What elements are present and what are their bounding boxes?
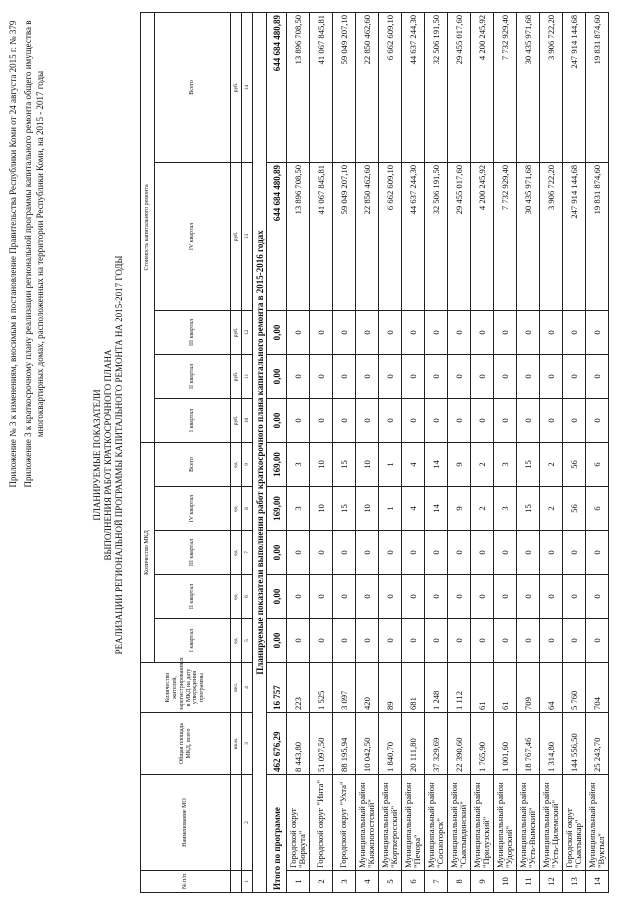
total-cell: 16 757	[267, 663, 287, 713]
row-cell: 1 765,90	[471, 713, 494, 775]
row-cell: 9	[448, 487, 471, 531]
row-cell: 14	[425, 487, 448, 531]
row-cell: 144 556,50	[563, 713, 586, 775]
header-mo: Наименование МО	[141, 775, 231, 871]
table-row	[287, 12, 310, 892]
row-cell: 6	[586, 442, 609, 486]
mo-name: Муниципальный район "Корткеросский"	[379, 775, 402, 871]
row-cell: 0	[494, 619, 517, 663]
row-cell: 0	[333, 398, 356, 442]
row-cell: 8 443,80	[287, 713, 310, 775]
row-number: 13	[563, 871, 586, 893]
total-cell: 0,00	[267, 354, 287, 398]
row-cell: 0	[287, 398, 310, 442]
unit-cell: руб.	[231, 398, 242, 442]
row-cell: 0	[287, 619, 310, 663]
row-cell: 20 111,80	[402, 713, 425, 775]
row-cell: 0	[310, 398, 333, 442]
row-cell: 0	[310, 310, 333, 354]
row-cell: 3	[287, 487, 310, 531]
row-cell: 1 525	[310, 663, 333, 713]
row-cell: 19 831 874,60	[586, 162, 609, 310]
row-cell: 0	[563, 354, 586, 398]
row-cell: 0	[586, 575, 609, 619]
total-cell: 0,00	[267, 531, 287, 575]
row-cell: 0	[586, 619, 609, 663]
row-cell: 29 455 017,60	[448, 162, 471, 310]
header-total: Всего	[155, 442, 231, 486]
unit-cell: ед.	[231, 487, 242, 531]
row-cell: 0	[425, 531, 448, 575]
row-cell: 0	[471, 398, 494, 442]
mo-name: Муниципальный район "Княжпогостский"	[356, 775, 379, 871]
row-cell: 59 049 207,10	[333, 12, 356, 162]
row-cell: 10	[356, 487, 379, 531]
column-number: 14	[242, 12, 253, 162]
row-cell: 0	[402, 354, 425, 398]
row-cell: 0	[310, 531, 333, 575]
row-cell: 22 390,60	[448, 713, 471, 775]
row-cell: 19 831 874,60	[586, 12, 609, 162]
mo-name: Городской округ "Воркута"	[287, 775, 310, 871]
row-cell: 0	[540, 575, 563, 619]
row-cell: 0	[471, 575, 494, 619]
row-number: 12	[540, 871, 563, 893]
row-cell: 0	[333, 575, 356, 619]
row-cell: 10	[310, 442, 333, 486]
row-cell: 0	[425, 310, 448, 354]
mo-name: Городской округ "Сыктывкар"	[563, 775, 586, 871]
row-cell: 0	[563, 575, 586, 619]
column-number: 3	[242, 713, 253, 775]
mo-name: Муниципальный район "Сыктывдинский"	[448, 775, 471, 871]
table-row	[563, 12, 586, 892]
row-cell: 22 850 462,60	[356, 162, 379, 310]
row-cell: 681	[402, 663, 425, 713]
header-area: Общая площадь МКД, всего	[141, 713, 231, 775]
column-number: 4	[242, 663, 253, 713]
column-numbers-row	[242, 12, 253, 892]
row-cell: 0	[356, 619, 379, 663]
row-cell: 0	[448, 310, 471, 354]
row-cell: 420	[356, 663, 379, 713]
column-number: 11	[242, 354, 253, 398]
title-line: ВЫПОЛНЕНИЯ РАБОТ КРАТКОСРОЧНОГО ПЛАНА	[102, 349, 113, 561]
header-total: Всего	[155, 12, 231, 162]
row-cell: 0	[379, 354, 402, 398]
table-row	[425, 12, 448, 892]
row-cell: 30 435 971,68	[517, 162, 540, 310]
row-cell: 29 455 017,60	[448, 12, 471, 162]
row-number: 8	[448, 871, 471, 893]
row-cell: 0	[333, 354, 356, 398]
row-cell: 0	[287, 354, 310, 398]
header-q3: III квартал	[155, 310, 231, 354]
row-cell: 0	[333, 619, 356, 663]
row-cell: 3 906 722,20	[540, 12, 563, 162]
row-number: 14	[586, 871, 609, 893]
row-cell: 0	[379, 531, 402, 575]
row-cell: 0	[540, 531, 563, 575]
row-cell: 0	[448, 619, 471, 663]
row-cell: 51 097,50	[310, 713, 333, 775]
row-cell: 0	[448, 531, 471, 575]
row-cell: 6 662 609,10	[379, 162, 402, 310]
mo-name: Муниципальный район "Вуктыл"	[586, 775, 609, 871]
row-cell: 0	[494, 531, 517, 575]
row-cell: 0	[425, 575, 448, 619]
indicators-table	[140, 12, 609, 893]
row-cell: 30 435 971,68	[517, 12, 540, 162]
mo-name: Муниципальный район "Усть-Вымский"	[517, 775, 540, 871]
row-cell: 0	[379, 310, 402, 354]
row-cell: 37 329,69	[425, 713, 448, 775]
row-number: 7	[425, 871, 448, 893]
row-cell: 4 200 245,92	[471, 162, 494, 310]
section-title: Планируемые показатели выполнения работ краткосрочного плана капитального ремонта в 2015-2016 годах	[253, 12, 267, 892]
row-cell: 4	[402, 442, 425, 486]
row-cell: 0	[379, 575, 402, 619]
row-cell: 0	[471, 310, 494, 354]
row-number: 11	[517, 871, 540, 893]
row-cell: 0	[356, 354, 379, 398]
row-cell: 0	[310, 619, 333, 663]
row-cell: 247 914 144,68	[563, 12, 586, 162]
row-cell: 13 896 708,50	[287, 12, 310, 162]
row-cell: 0	[517, 398, 540, 442]
row-cell: 15	[517, 442, 540, 486]
row-cell: 56	[563, 442, 586, 486]
header-q2: II квартал	[155, 354, 231, 398]
header-q4: IV квартал	[155, 162, 231, 310]
row-cell: 0	[586, 354, 609, 398]
mo-name: Муниципальный район "Прилузский"	[471, 775, 494, 871]
mo-name: Муниципальный район "Сосногорск"	[425, 775, 448, 871]
row-cell: 0	[287, 310, 310, 354]
mo-name: Городской округ "Ухта"	[333, 775, 356, 871]
row-cell: 0	[402, 575, 425, 619]
column-number: 2	[242, 775, 253, 871]
row-number: 4	[356, 871, 379, 893]
row-cell: 18 767,46	[517, 713, 540, 775]
row-cell: 59 049 207,10	[333, 162, 356, 310]
row-cell: 61	[494, 663, 517, 713]
column-number: 1	[242, 871, 253, 893]
row-cell: 0	[517, 310, 540, 354]
total-cell: 0,00	[267, 398, 287, 442]
row-cell: 15	[333, 442, 356, 486]
mo-name: Муниципальный район "Усть-Цилемский"	[540, 775, 563, 871]
row-cell: 0	[287, 531, 310, 575]
row-cell: 0	[333, 310, 356, 354]
title-line: ПЛАНИРУЕМЫЕ ПОКАЗАТЕЛИ	[92, 389, 102, 521]
row-cell: 0	[402, 619, 425, 663]
header-q1: I квартал	[155, 619, 231, 663]
document-title	[92, 235, 124, 675]
row-cell: 0	[287, 575, 310, 619]
header-row-group	[141, 12, 155, 892]
unit-cell: ед.	[231, 531, 242, 575]
row-cell: 0	[517, 531, 540, 575]
row-cell: 41 067 845,81	[310, 162, 333, 310]
row-cell: 1 314,80	[540, 713, 563, 775]
unit-cell	[231, 871, 242, 893]
units-row	[231, 12, 242, 892]
row-cell: 1	[379, 442, 402, 486]
row-cell: 0	[540, 310, 563, 354]
header-q1: I квартал	[155, 398, 231, 442]
column-number: 10	[242, 398, 253, 442]
row-cell: 3	[287, 442, 310, 486]
row-cell: 4 200 245,92	[471, 12, 494, 162]
row-number: 9	[471, 871, 494, 893]
table-row	[402, 12, 425, 892]
column-number: 6	[242, 575, 253, 619]
header-residents: Количество жителей, зарегистрированных в МКД на дату утверждения программы	[141, 663, 231, 713]
row-cell: 4	[402, 487, 425, 531]
column-number: 7	[242, 531, 253, 575]
unit-cell: ед.	[231, 619, 242, 663]
row-cell: 15	[333, 487, 356, 531]
row-cell: 56	[563, 487, 586, 531]
header-q3: III квартал	[155, 531, 231, 575]
row-cell: 0	[425, 398, 448, 442]
row-cell: 0	[333, 531, 356, 575]
unit-cell: чел.	[231, 663, 242, 713]
table-row	[333, 12, 356, 892]
row-cell: 25 243,70	[586, 713, 609, 775]
table-row	[586, 12, 609, 892]
mo-name: Муниципальный район "Удорский"	[494, 775, 517, 871]
row-cell: 0	[471, 354, 494, 398]
column-number: 13	[242, 162, 253, 310]
row-number: 6	[402, 871, 425, 893]
row-cell: 64	[540, 663, 563, 713]
row-cell: 22 850 462,60	[356, 12, 379, 162]
row-cell: 0	[563, 398, 586, 442]
mo-name: Городской округ "Инта"	[310, 775, 333, 871]
table-row	[471, 12, 494, 892]
row-cell: 89	[379, 663, 402, 713]
row-cell: 14	[425, 442, 448, 486]
row-cell: 0	[517, 619, 540, 663]
table-row	[494, 12, 517, 892]
header-num: № п/п	[141, 871, 231, 893]
row-cell: 44 637 244,30	[402, 12, 425, 162]
row-cell: 7 732 929,40	[494, 12, 517, 162]
row-cell: 0	[586, 310, 609, 354]
row-cell: 0	[494, 575, 517, 619]
row-number: 2	[310, 871, 333, 893]
row-cell: 0	[379, 619, 402, 663]
row-cell: 2	[471, 442, 494, 486]
column-number: 8	[242, 487, 253, 531]
row-cell: 2	[540, 487, 563, 531]
row-cell: 1 001,60	[494, 713, 517, 775]
mo-name: Муниципальный район "Печора"	[402, 775, 425, 871]
row-cell: 6	[586, 487, 609, 531]
column-number: 12	[242, 310, 253, 354]
row-cell: 0	[471, 531, 494, 575]
row-number: 3	[333, 871, 356, 893]
row-cell: 0	[402, 310, 425, 354]
unit-cell: руб.	[231, 162, 242, 310]
table-row	[540, 12, 563, 892]
row-cell: 0	[494, 398, 517, 442]
row-cell: 61	[471, 663, 494, 713]
total-cell: 644 684 480,89	[267, 12, 287, 162]
title-line: РЕАЛИЗАЦИИ РЕГИОНАЛЬНОЙ ПРОГРАММЫ КАПИТАЛЬНОГО РЕМОНТА НА 2015-2017 ГОДЫ	[113, 255, 124, 655]
unit-cell: ед.	[231, 442, 242, 486]
header-q2: II квартал	[155, 575, 231, 619]
row-cell: 3 097	[333, 663, 356, 713]
header-group-cost: Стоимость капитального ремонта	[141, 12, 155, 442]
row-cell: 0	[356, 398, 379, 442]
row-cell: 0	[517, 575, 540, 619]
appendix-note-line: Приложение 3 к краткосрочному плану реализации региональной программы капитального ремонта общего имущества в многоквартирных домах, расположенных на территории Республики Коми, на 2015 - 2017 годы	[23, 20, 45, 488]
table-body	[231, 12, 609, 892]
row-cell: 1 112	[448, 663, 471, 713]
row-cell: 0	[356, 531, 379, 575]
row-number: 10	[494, 871, 517, 893]
row-cell: 0	[402, 398, 425, 442]
row-cell: 7 732 929,40	[494, 162, 517, 310]
unit-cell: кв.м.	[231, 713, 242, 775]
row-cell: 9	[448, 442, 471, 486]
row-cell: 10	[310, 487, 333, 531]
row-cell: 0	[540, 354, 563, 398]
total-cell: 644 684 480,89	[267, 162, 287, 310]
appendix-note-line: Приложение № 3 к изменениям, вносимым в постановление Правительства Республики Коми от 24 августа 2015 г. № 379	[8, 20, 18, 488]
row-cell: 1	[379, 487, 402, 531]
row-cell: 704	[586, 663, 609, 713]
row-cell: 10	[356, 442, 379, 486]
row-cell: 0	[563, 310, 586, 354]
total-cell: 0,00	[267, 310, 287, 354]
section-row	[253, 12, 267, 892]
table-row	[310, 12, 333, 892]
row-cell: 0	[517, 354, 540, 398]
table-row	[517, 12, 540, 892]
row-cell: 0	[540, 619, 563, 663]
row-cell: 0	[563, 619, 586, 663]
row-cell: 5 760	[563, 663, 586, 713]
total-cell: 0,00	[267, 575, 287, 619]
row-cell: 0	[494, 354, 517, 398]
row-cell: 0	[563, 531, 586, 575]
row-cell: 0	[448, 398, 471, 442]
row-cell: 32 506 191,50	[425, 12, 448, 162]
row-cell: 10 042,50	[356, 713, 379, 775]
row-cell: 32 506 191,50	[425, 162, 448, 310]
row-number: 5	[379, 871, 402, 893]
row-cell: 3	[494, 487, 517, 531]
header-group-count: Количество МКД	[141, 442, 155, 662]
row-cell: 15	[517, 487, 540, 531]
row-cell: 0	[586, 398, 609, 442]
row-cell: 0	[310, 354, 333, 398]
row-cell: 41 067 845,81	[310, 12, 333, 162]
row-cell: 1 248	[425, 663, 448, 713]
row-cell: 0	[586, 531, 609, 575]
total-label: Итого по программе	[267, 775, 287, 893]
table-row	[448, 12, 471, 892]
row-cell: 0	[402, 531, 425, 575]
row-cell: 0	[448, 575, 471, 619]
row-cell: 0	[494, 310, 517, 354]
unit-cell	[231, 775, 242, 871]
row-cell: 6 662 609,10	[379, 12, 402, 162]
column-number: 9	[242, 442, 253, 486]
row-cell: 0	[379, 398, 402, 442]
row-cell: 0	[356, 575, 379, 619]
row-cell: 13 896 708,50	[287, 162, 310, 310]
row-cell: 0	[540, 398, 563, 442]
row-cell: 0	[356, 310, 379, 354]
table-row	[379, 12, 402, 892]
unit-cell: ед.	[231, 575, 242, 619]
row-number: 1	[287, 871, 310, 893]
row-cell: 3	[494, 442, 517, 486]
row-cell: 223	[287, 663, 310, 713]
row-cell: 0	[471, 619, 494, 663]
total-cell: 169,00	[267, 487, 287, 531]
row-cell: 0	[425, 619, 448, 663]
total-row	[267, 12, 287, 892]
row-cell: 3 906 722,20	[540, 162, 563, 310]
row-cell: 1 840,70	[379, 713, 402, 775]
appendix-note	[8, 14, 50, 494]
unit-cell: руб.	[231, 310, 242, 354]
row-cell: 0	[425, 354, 448, 398]
row-cell: 247 914 144,68	[563, 162, 586, 310]
table-row	[356, 12, 379, 892]
row-cell: 0	[310, 575, 333, 619]
unit-cell: руб.	[231, 12, 242, 162]
total-cell: 0,00	[267, 619, 287, 663]
row-cell: 2	[540, 442, 563, 486]
row-cell: 0	[448, 354, 471, 398]
total-cell: 462 676,29	[267, 713, 287, 775]
row-cell: 44 637 244,30	[402, 162, 425, 310]
row-cell: 88 195,94	[333, 713, 356, 775]
unit-cell: руб.	[231, 354, 242, 398]
row-cell: 709	[517, 663, 540, 713]
row-cell: 2	[471, 487, 494, 531]
header-q4: IV квартал	[155, 487, 231, 531]
column-number: 5	[242, 619, 253, 663]
total-cell: 169,00	[267, 442, 287, 486]
